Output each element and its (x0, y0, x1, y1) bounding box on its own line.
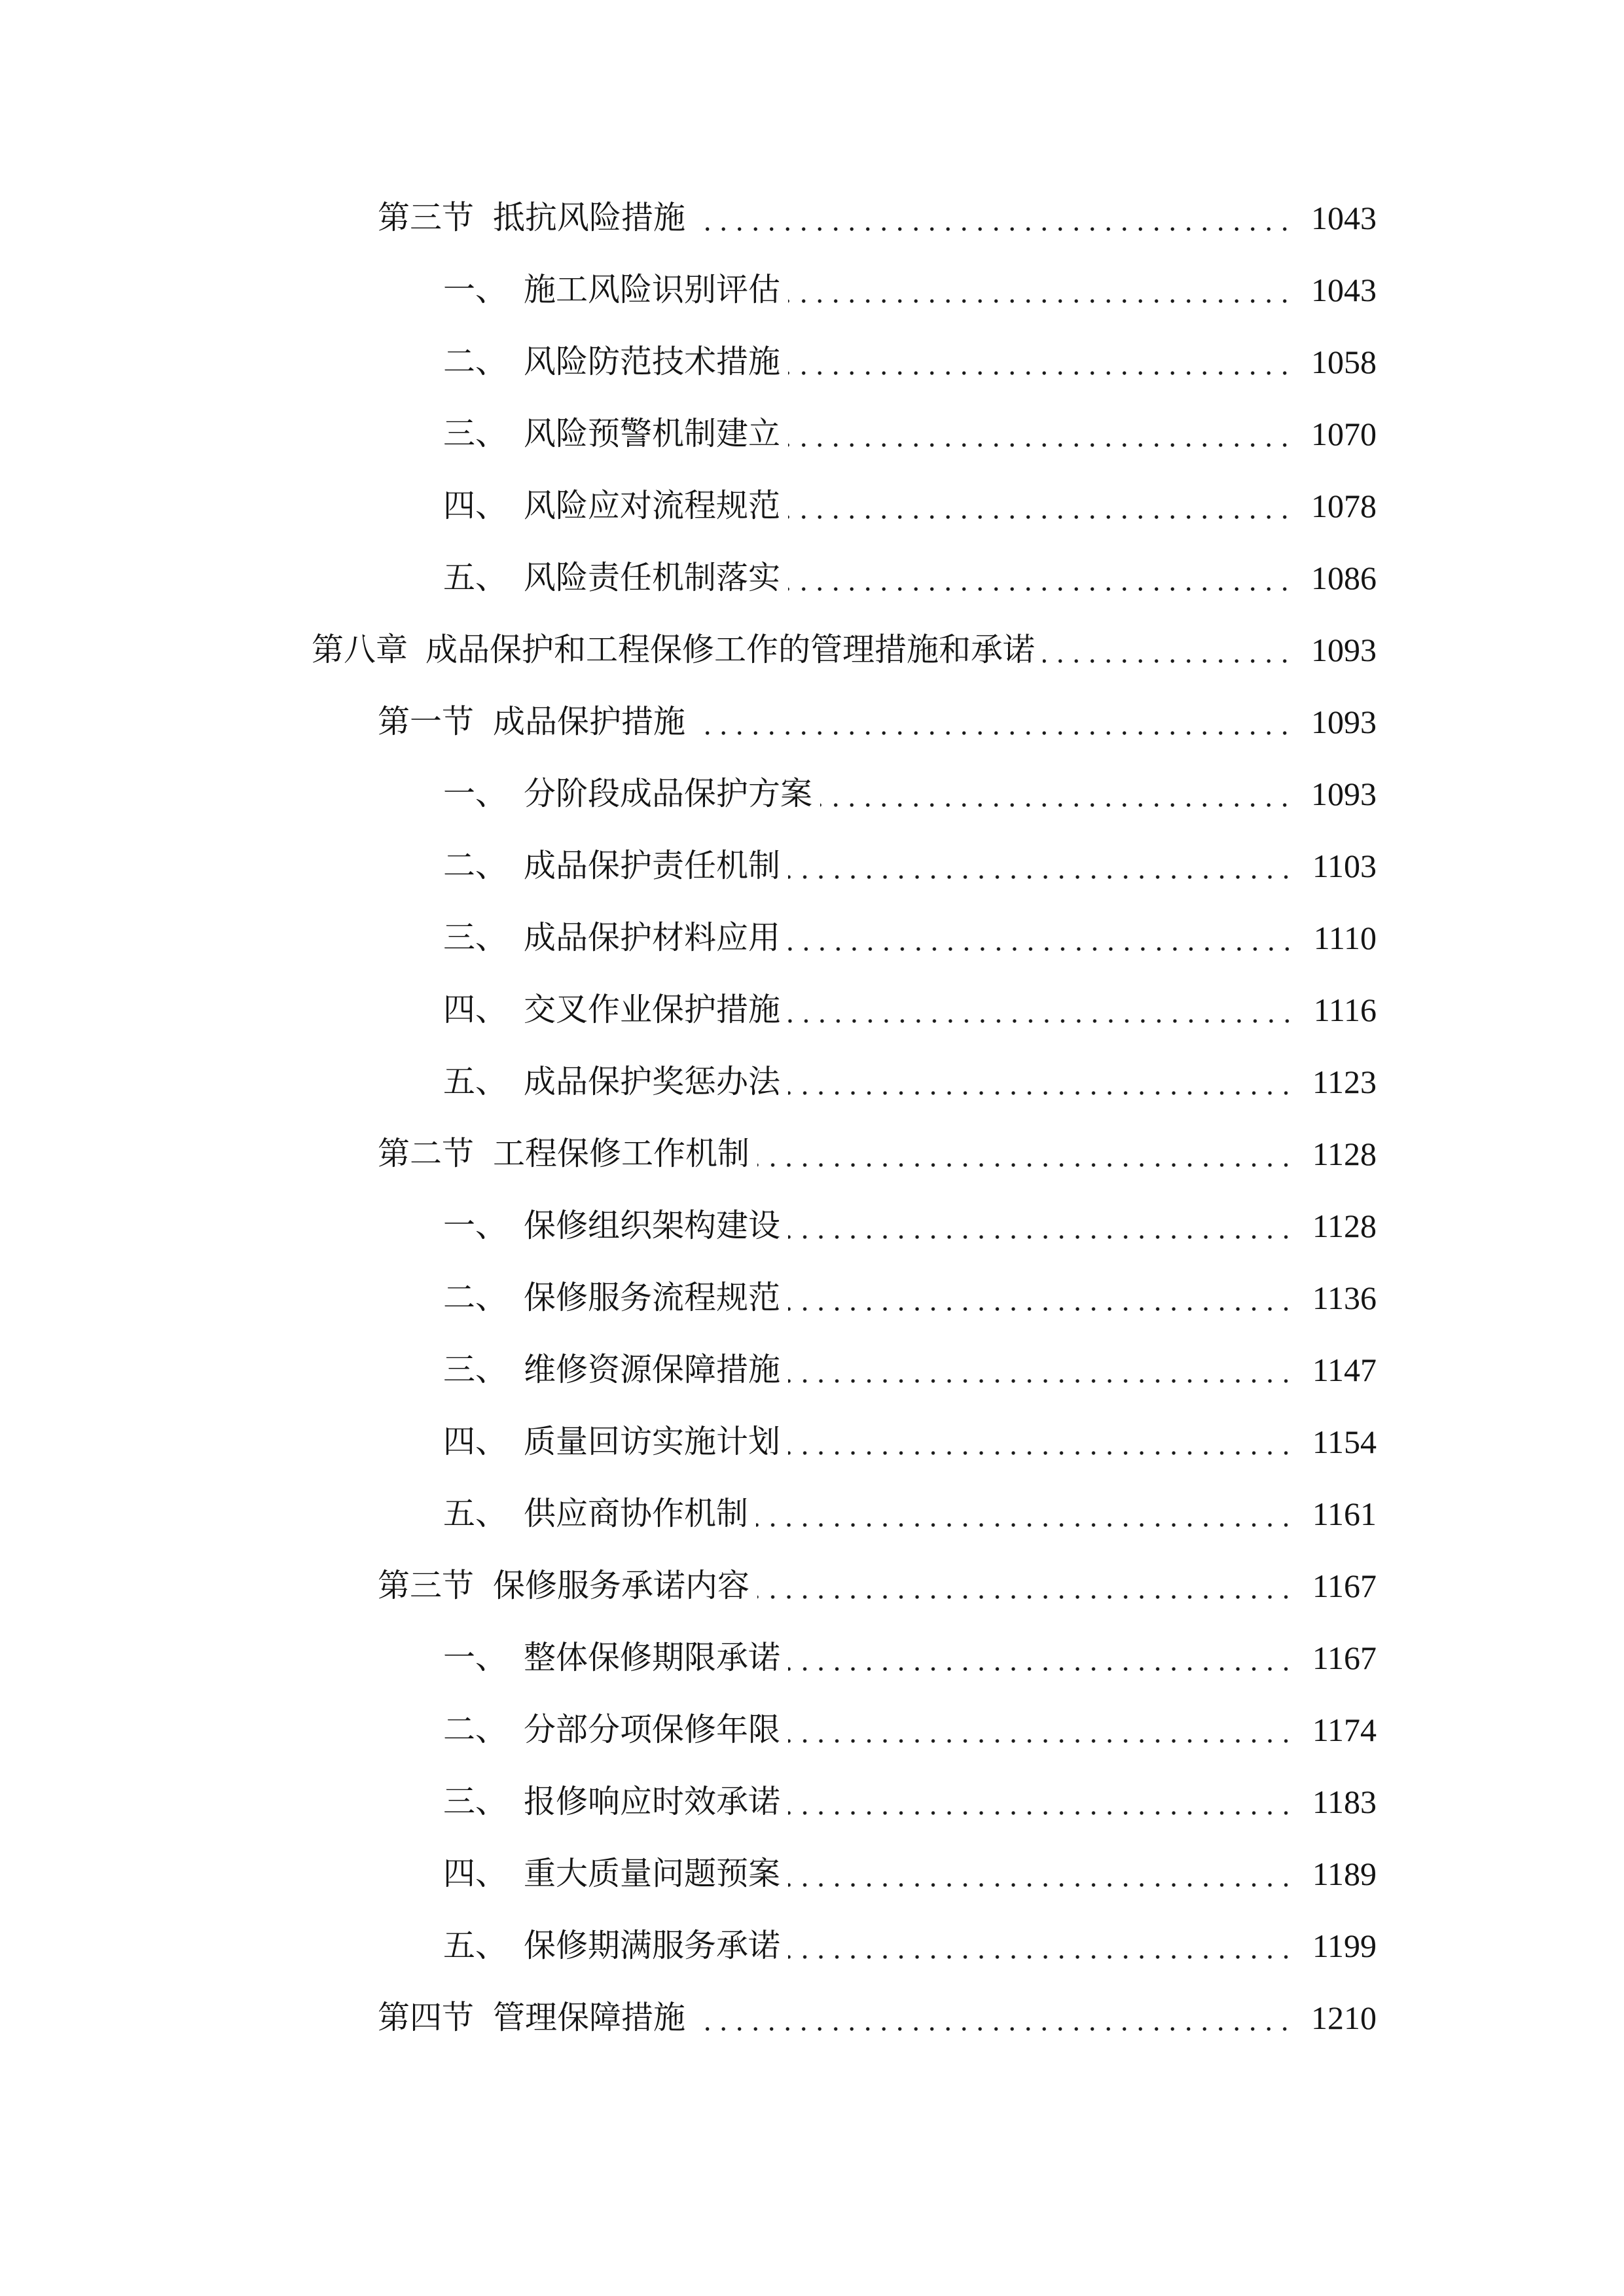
toc-entry-page: 1070 (1311, 416, 1377, 452)
dot-leader (756, 1478, 1294, 1550)
dot-leader (788, 1766, 1294, 1838)
toc-item-entry[interactable] (312, 542, 1377, 614)
toc-entry-title: 风险防范技术措施 (524, 343, 781, 380)
toc-entry-page: 1174 (1312, 1712, 1377, 1748)
toc-item-entry[interactable] (312, 254, 1377, 326)
toc-item-entry[interactable] (312, 1694, 1377, 1766)
toc-entry-page: 1210 (1311, 2000, 1377, 2036)
dot-leader (788, 1838, 1294, 1910)
toc-entry-number: 二、 (443, 343, 508, 380)
toc-section-entry[interactable] (312, 1118, 1377, 1190)
dot-leader (788, 830, 1294, 902)
toc-entry-number: 第三节 (378, 199, 475, 236)
toc-entry-title: 风险预警机制建立 (524, 415, 781, 452)
toc-entry-page: 1128 (1312, 1208, 1377, 1244)
toc-entry-number: 第二节 (378, 1135, 475, 1172)
toc-entry-page: 1136 (1312, 1280, 1377, 1316)
dot-leader (788, 542, 1293, 614)
toc-entry-page: 1199 (1312, 1928, 1377, 1964)
toc-entry-page: 1167 (1312, 1640, 1377, 1676)
toc-entry-title: 施工风险识别评估 (524, 271, 781, 308)
toc-section-entry[interactable] (312, 1982, 1377, 2054)
dot-leader (757, 1118, 1294, 1190)
toc-item-entry[interactable] (312, 1046, 1377, 1118)
toc-entry-number: 一、 (443, 775, 508, 812)
toc-entry-number: 五、 (443, 1063, 508, 1100)
toc-entry-number: 五、 (443, 1927, 508, 1964)
toc-entry-title: 成品保护措施 (493, 703, 686, 740)
toc-entry-title: 风险责任机制落实 (524, 559, 781, 596)
toc-entry-page: 1043 (1311, 200, 1377, 236)
dot-leader (693, 182, 1293, 254)
toc-item-entry[interactable] (312, 974, 1377, 1046)
toc-item-entry[interactable] (312, 830, 1377, 902)
toc-item-entry[interactable] (312, 902, 1377, 974)
toc-entry-title: 质量回访实施计划 (524, 1423, 781, 1460)
toc-entry-number: 五、 (443, 559, 508, 596)
toc-item-entry[interactable] (312, 1190, 1377, 1262)
toc-entry-page: 1043 (1311, 272, 1377, 308)
toc-item-entry[interactable] (312, 1334, 1377, 1406)
toc-entry-number: 第四节 (378, 1999, 475, 2036)
dot-leader (788, 254, 1293, 326)
toc-entry-title: 成品保护奖惩办法 (524, 1063, 781, 1100)
toc-entry-number: 二、 (443, 1279, 508, 1316)
toc-entry-title: 供应商协作机制 (524, 1495, 749, 1532)
toc-entry-number: 第一节 (378, 703, 475, 740)
toc-entry-title: 保修期满服务承诺 (524, 1927, 781, 1964)
dot-leader (788, 902, 1295, 974)
toc-entry-title: 成品保护和工程保修工作的管理措施和承诺 (425, 631, 1036, 668)
dot-leader (788, 1190, 1294, 1262)
dot-leader (1043, 614, 1293, 686)
dot-leader (693, 686, 1293, 758)
toc-entry-number: 第三节 (378, 1567, 475, 1604)
toc-item-entry[interactable] (312, 326, 1377, 398)
toc-chapter-entry[interactable] (312, 614, 1377, 686)
toc-entry-title: 成品保护材料应用 (524, 919, 781, 956)
toc-entry-number: 二、 (443, 1711, 508, 1748)
toc-section-entry[interactable] (312, 1550, 1377, 1622)
toc-entry-number: 四、 (443, 1855, 508, 1892)
table-of-contents (312, 182, 1377, 2054)
toc-item-entry[interactable] (312, 470, 1377, 542)
toc-entry-number: 一、 (443, 1639, 508, 1676)
toc-entry-page: 1161 (1312, 1496, 1377, 1532)
toc-entry-number: 三、 (443, 415, 508, 452)
toc-entry-number: 五、 (443, 1495, 508, 1532)
toc-entry-page: 1128 (1312, 1136, 1377, 1172)
dot-leader (788, 398, 1293, 470)
dot-leader (788, 1046, 1294, 1118)
dot-leader (788, 326, 1293, 398)
dot-leader (788, 1694, 1294, 1766)
toc-entry-page: 1110 (1313, 920, 1377, 956)
toc-entry-number: 三、 (443, 1783, 508, 1820)
toc-entry-page: 1093 (1311, 704, 1377, 740)
toc-entry-number: 一、 (443, 271, 508, 308)
toc-entry-title: 交叉作业保护措施 (524, 991, 781, 1028)
toc-entry-page: 1093 (1311, 632, 1377, 668)
toc-entry-page: 1103 (1312, 848, 1377, 884)
toc-entry-page: 1086 (1311, 560, 1377, 596)
toc-entry-title: 分阶段成品保护方案 (524, 775, 813, 812)
toc-entry-number: 一、 (443, 1207, 508, 1244)
toc-item-entry[interactable] (312, 1838, 1377, 1910)
toc-entry-title: 分部分项保修年限 (524, 1711, 781, 1748)
dot-leader (788, 1262, 1294, 1334)
toc-section-entry[interactable] (312, 686, 1377, 758)
toc-entry-title: 维修资源保障措施 (524, 1351, 781, 1388)
dot-leader (788, 1622, 1294, 1694)
toc-entry-number: 第八章 (312, 631, 408, 668)
dot-leader (788, 1334, 1294, 1406)
dot-leader (820, 758, 1293, 830)
toc-item-entry[interactable] (312, 1406, 1377, 1478)
toc-entry-number: 四、 (443, 1423, 508, 1460)
toc-entry-number: 三、 (443, 919, 508, 956)
toc-item-entry[interactable] (312, 1478, 1377, 1550)
toc-entry-page: 1123 (1312, 1064, 1377, 1100)
toc-entry-page: 1147 (1312, 1352, 1377, 1388)
toc-item-entry[interactable] (312, 1262, 1377, 1334)
toc-entry-number: 三、 (443, 1351, 508, 1388)
toc-entry-page: 1183 (1312, 1784, 1377, 1820)
toc-entry-title: 保修组织架构建设 (524, 1207, 781, 1244)
toc-item-entry[interactable] (312, 398, 1377, 470)
toc-entry-title: 工程保修工作机制 (493, 1135, 750, 1172)
toc-entry-title: 保修服务承诺内容 (493, 1567, 750, 1604)
dot-leader (693, 1982, 1293, 2054)
toc-item-entry[interactable] (312, 1622, 1377, 1694)
toc-entry-title: 抵抗风险措施 (493, 199, 686, 236)
toc-section-entry[interactable] (312, 182, 1377, 254)
toc-entry-title: 保修服务流程规范 (524, 1279, 781, 1316)
dot-leader (757, 1550, 1294, 1622)
toc-entry-page: 1058 (1311, 344, 1377, 380)
toc-entry-title: 风险应对流程规范 (524, 487, 781, 524)
toc-entry-title: 重大质量问题预案 (524, 1855, 781, 1892)
toc-entry-page: 1167 (1312, 1568, 1377, 1604)
toc-entry-number: 二、 (443, 847, 508, 884)
dot-leader (788, 470, 1293, 542)
dot-leader (788, 1910, 1294, 1982)
toc-entry-title: 成品保护责任机制 (524, 847, 781, 884)
toc-entry-page: 1093 (1311, 776, 1377, 812)
toc-item-entry[interactable] (312, 758, 1377, 830)
dot-leader (788, 1406, 1294, 1478)
toc-entry-title: 管理保障措施 (493, 1999, 686, 2036)
toc-entry-page: 1116 (1313, 992, 1377, 1028)
toc-entry-number: 四、 (443, 991, 508, 1028)
toc-item-entry[interactable] (312, 1910, 1377, 1982)
toc-entry-title: 报修响应时效承诺 (524, 1783, 781, 1820)
toc-entry-title: 整体保修期限承诺 (524, 1639, 781, 1676)
toc-entry-page: 1078 (1311, 488, 1377, 524)
toc-item-entry[interactable] (312, 1766, 1377, 1838)
toc-entry-page: 1189 (1312, 1856, 1377, 1892)
dot-leader (788, 974, 1295, 1046)
toc-entry-number: 四、 (443, 487, 508, 524)
toc-entry-page: 1154 (1312, 1424, 1377, 1460)
